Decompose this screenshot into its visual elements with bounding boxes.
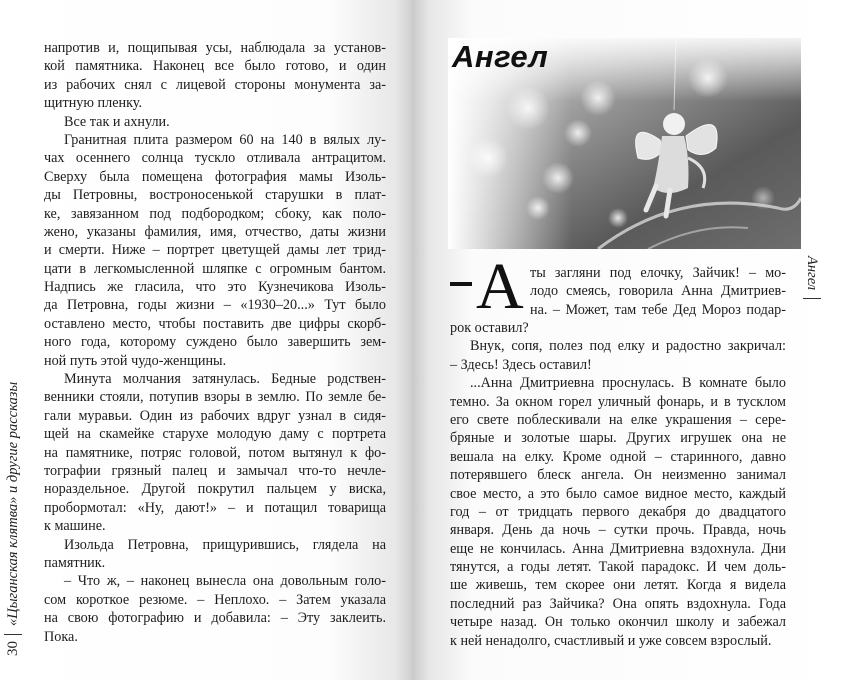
chapter-running-title: Ангел xyxy=(804,256,821,291)
text-line: Изольда Петровна, прищурившись, глядела на xyxy=(64,536,386,553)
text-line: Все так и ахнули. xyxy=(64,113,170,130)
text-line: его свете поблескивали на елке украшения – сере- xyxy=(450,411,786,428)
text-line: пробормотал: «Ну, дают!» – и потащил товарища xyxy=(44,499,386,516)
left-running-head xyxy=(2,244,24,656)
text-line: гали муравьи. Один из рабочих вдруг узнал в сидя- xyxy=(44,407,386,424)
text-line: на свою фотографию и добавила: – Эту заклеить. xyxy=(44,610,386,627)
chapter-title: Ангел xyxy=(452,39,549,74)
text-line: ды Петровны, востроносенькой старушки в плат- xyxy=(44,187,386,204)
text-line: ного года, которому суждено было завершить зем- xyxy=(44,334,386,351)
text-line: темно. За окном горел уличный фонарь, и в тусклом xyxy=(450,393,786,410)
text-line: да Петровна, годы жизни – «1930–20...» Тут было xyxy=(44,297,386,314)
text-line: к ней ненадолго, счастливый и уже совсем взрослый. xyxy=(450,632,772,649)
text-line: тографии грязный палец и замычал что-то нечле- xyxy=(44,462,386,479)
text-line: Внук, сопя, полез под елку и радостно закричал: xyxy=(470,338,786,355)
right-page-text xyxy=(450,319,786,650)
text-line: еще не кончилась. Анна Дмитриевна вздохнула. Дни xyxy=(450,540,786,557)
running-head-divider xyxy=(4,634,22,635)
text-line: ной путь этой чудо-женщины. xyxy=(44,352,227,369)
text-line: тянутся, а годы летят. Такой парадокс. И чем доль- xyxy=(450,559,786,576)
text-line: на памятнике, потряс головой, потом вытянул к фо- xyxy=(44,444,386,461)
text-line: вешала на елку. Кроме одной – старинного, давно xyxy=(450,448,786,465)
text-line: Минута молчания затянулась. Бедные родствен- xyxy=(64,371,386,388)
text-line: памятник. xyxy=(44,554,106,571)
running-head-divider xyxy=(803,298,821,299)
text-line: кой памятника. Наконец все было готово, и один xyxy=(44,58,386,75)
text-line: напротив и, пощипывая усы, наблюдала за установ- xyxy=(44,40,386,56)
page-number: 30 xyxy=(4,641,21,656)
drop-cap: А xyxy=(476,250,524,323)
text-line: Пока. xyxy=(44,628,78,645)
text-line: ке, завязанном под подбородком; сбоку, как поло- xyxy=(44,205,386,222)
text-line: чах осеннего солнца тускло отливала антрацитом. xyxy=(44,150,386,167)
text-line: четыре назад. Он только окончил школу и забежал xyxy=(450,614,786,631)
text-line: свое место, а это было самое видное место, каждый xyxy=(450,485,786,502)
book-title: «Цыганская клятва» и другие рассказы xyxy=(4,381,21,626)
text-line: жено, указаны фамилия, имя, отчество, даты жизни xyxy=(44,223,386,240)
text-line: потерявшего блеск ангела. Он неизменно занимал xyxy=(450,467,786,484)
text-line: ты загляни под елочку, Зайчик! – мо- xyxy=(530,265,786,281)
text-line: к машине. xyxy=(44,518,106,535)
dialogue-dash xyxy=(450,282,472,286)
text-line: щитную пленку. xyxy=(44,95,143,112)
text-line: лодо смеясь, говорила Анна Дмитриев- xyxy=(530,283,786,300)
text-line: оставлено место, чтобы поставить две цифры скорб- xyxy=(44,315,386,332)
text-line: на. – Может, там тебе Дед Мороз подар- xyxy=(530,301,786,318)
text-line: щей на скамейке старухе молодую даму с портрета xyxy=(44,426,386,443)
right-running-head xyxy=(801,256,823,336)
text-line: бряные и золотые шары. Других игрушек она не xyxy=(450,430,786,447)
text-line: последний раз Зайчика? Она опять вздохнула. Года xyxy=(450,595,786,612)
text-line: Сверху была помещена фотография мамы Изоль- xyxy=(44,168,386,185)
text-line: и смерти. Ниже – портрет цветущей дамы лет трид- xyxy=(44,242,386,259)
drop-cap-lines xyxy=(530,264,786,319)
text-line: год – от тридцать первого декабря до двадцатого xyxy=(450,503,786,520)
left-page-text xyxy=(44,39,386,646)
text-line: ...Анна Дмитриевна проснулась. В комнате было xyxy=(470,375,786,392)
text-line: Надпись же гласила, что это Кузнечикова Изоль- xyxy=(44,279,386,296)
text-line: Гранитная плита размером 60 на 140 в вялых лу- xyxy=(64,131,386,148)
text-line: января. День да ночь – сутки прочь. Правда, ночь xyxy=(450,522,786,539)
text-line: ше живешь, тем скорее они летят. Когда я видела xyxy=(450,577,786,594)
text-line: рок оставил? xyxy=(450,320,529,336)
text-line: – Здесь! Здесь оставил! xyxy=(450,356,592,373)
text-line: сом короткое резюме. – Неплохо. – Затем указала xyxy=(44,591,386,608)
text-line: нораздельное. Другой покрутил пальцем у виска, xyxy=(44,481,386,498)
text-line: венники стояли, потупив взоры в землю. По земле бе- xyxy=(44,389,386,406)
text-line: из рабочих снял с лицевой стороны монумента за- xyxy=(44,76,386,93)
text-line: цати в легкомысленной шляпке с огромным бантом. xyxy=(44,260,386,277)
text-line: – Что ж, – наконец вынесла она довольным голо- xyxy=(64,573,386,590)
